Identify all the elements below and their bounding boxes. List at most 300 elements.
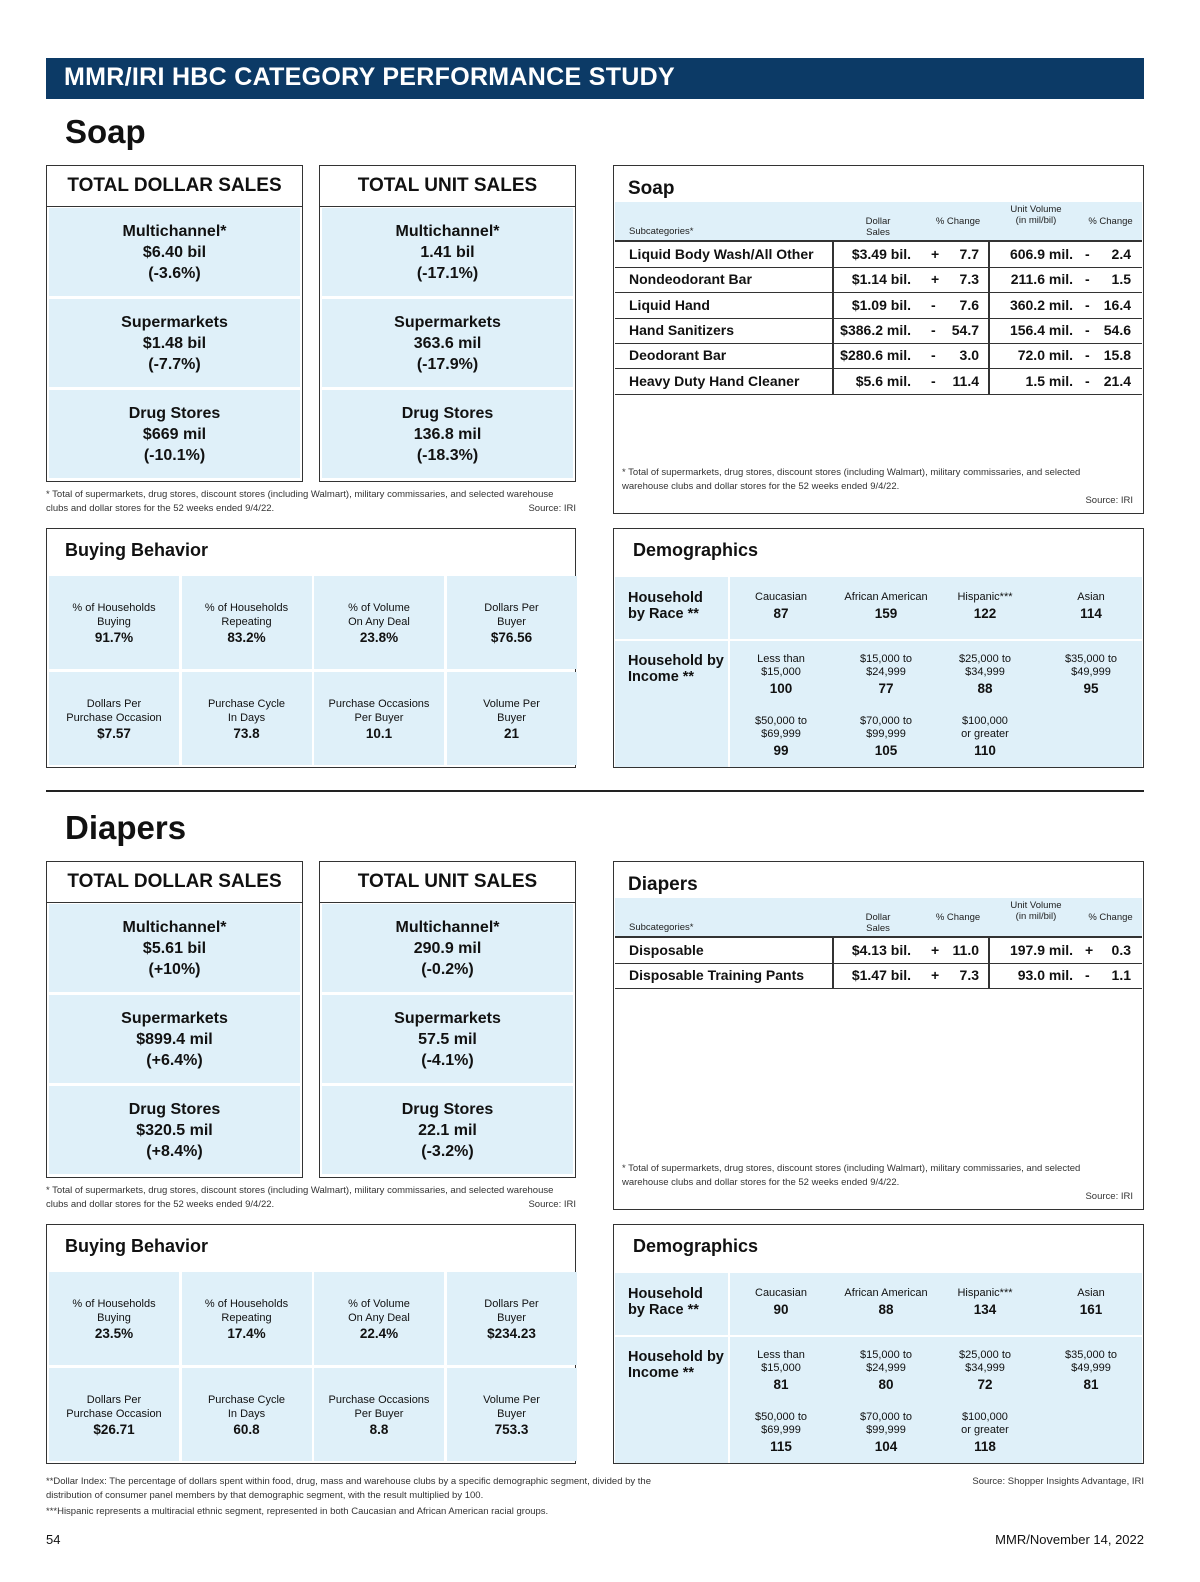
table-column-rule [988, 938, 990, 989]
sales-footnote: * Total of supermarkets, drug stores, discount stores (including Walmart), military commissaries, and selected warehouse clubs and dollar stores for the 52 weeks ended 9/4/22. [46, 489, 554, 514]
income-index-value: 80 [878, 1377, 894, 1392]
metric-label-line2: Buyer [497, 615, 526, 628]
channel-label: Multichannel* [395, 222, 500, 240]
metric-value: $26.71 [93, 1421, 135, 1437]
dollar-change-sign: + [931, 246, 940, 262]
metric-label-line2: Repeating [221, 615, 272, 628]
sales-footnote: * Total of supermarkets, drug stores, discount stores (including Walmart), military commissaries, and selected warehouse clubs and dollar stores for the 52 weeks ended 9/4/22. [46, 1185, 554, 1210]
metric-label-line1: % of Households [72, 601, 156, 614]
dollar-change: 3.0 [959, 347, 979, 364]
unit-change: 21.4 [1103, 372, 1131, 389]
total-dollar-sales-heading: TOTAL DOLLAR SALES [47, 166, 302, 207]
metric-label-line2: Per Buyer [354, 711, 404, 724]
income-bracket-line2: or greater [961, 728, 1009, 740]
unit-change: 2.4 [1111, 246, 1131, 262]
unit-change: 1.1 [1111, 967, 1131, 984]
sales-change: (-18.3%) [416, 446, 479, 464]
sales-value: $669 mil [142, 425, 207, 443]
unit-volume: 72.0 mil. [1017, 347, 1073, 364]
income-index-value: 88 [977, 681, 993, 696]
unit-change: 0.3 [1111, 942, 1131, 958]
metric-label-line1: Dollars Per [484, 1297, 539, 1310]
channel-label: Multichannel* [395, 918, 500, 936]
buying-behavior-title: Buying Behavior [65, 1236, 209, 1256]
income-index [944, 1411, 1026, 1453]
demographics-box [613, 528, 1144, 768]
income-index-value: 81 [1083, 1377, 1099, 1392]
income-bracket-line1: $70,000 to [860, 1411, 912, 1423]
income-bracket-line1: Less than [757, 653, 805, 665]
buying-behavior-box [46, 1224, 576, 1464]
income-bracket-line2: $24,999 [866, 1362, 906, 1374]
unit-change: 15.8 [1103, 347, 1131, 364]
income-index-value: 115 [770, 1439, 792, 1454]
income-index [740, 715, 822, 757]
header-unit-volume: Unit Volume (in mil/bil) [1010, 204, 1062, 226]
race-group: Asian [1077, 1287, 1105, 1299]
income-bracket-line1: $50,000 to [755, 1411, 807, 1423]
buying-behavior-metric [447, 1368, 577, 1461]
income-bracket-line1: $100,000 [962, 715, 1008, 727]
buying-behavior-metric [182, 1272, 312, 1365]
sales-change: (-3.2%) [421, 1142, 474, 1160]
buying-behavior-metric [314, 576, 444, 669]
metric-label-line1: % of Volume [348, 601, 410, 614]
dollar-change: 11.4 [952, 372, 979, 389]
buying-behavior-title: Buying Behavior [65, 540, 209, 560]
metric-label-line1: % of Households [204, 1297, 289, 1310]
income-label: Household by Income ** [628, 1349, 724, 1381]
metric-value: $234.23 [487, 1325, 536, 1341]
income-index [832, 715, 940, 757]
race-index [944, 591, 1026, 620]
subcategory-name: Nondeodorant Bar [629, 271, 752, 288]
income-bracket-line1: Less than [757, 1349, 805, 1361]
dollar-sales: $1.14 bil. [851, 271, 911, 288]
metric-value: 21 [503, 725, 520, 741]
dollar-sales: $386.2 mil. [840, 321, 911, 338]
metric-label-line1: Dollars Per [86, 1393, 142, 1406]
table-row [615, 318, 1142, 344]
channel-label: Multichannel* [122, 222, 227, 240]
table-row [615, 242, 1142, 268]
total-unit-sales-cell [322, 299, 573, 387]
income-bracket-line2: $34,999 [965, 666, 1005, 678]
metric-label-line2: Repeating [221, 1311, 272, 1324]
subcategory-table [613, 861, 1144, 1210]
metric-label-line2: Purchase Occasion [66, 1407, 162, 1420]
table-row [615, 267, 1142, 293]
income-index-value: 81 [773, 1377, 789, 1392]
sales-source: Source: IRI [528, 503, 576, 514]
income-index [944, 1349, 1026, 1391]
sales-change: (+6.4%) [146, 1051, 203, 1069]
metric-value: 60.8 [233, 1421, 260, 1437]
metric-label-line1: Purchase Occasions [328, 1393, 430, 1406]
channel-label: Drug Stores [401, 1100, 494, 1118]
unit-change-sign: - [1085, 321, 1090, 338]
sales-value: $320.5 mil [136, 1121, 213, 1139]
unit-change-sign: + [1085, 942, 1094, 958]
metric-value: 17.4% [227, 1325, 266, 1341]
total-unit-sales-cell [322, 1086, 573, 1174]
channel-label: Supermarkets [121, 313, 228, 331]
income-index-value: 99 [773, 743, 789, 758]
sales-change: (-10.1%) [143, 446, 206, 464]
total-unit-sales-box [319, 165, 576, 482]
dollar-change: 7.7 [959, 246, 979, 262]
demographics-box [613, 1224, 1144, 1464]
total-unit-sales-heading: TOTAL UNIT SALES [320, 166, 575, 207]
metric-value: 10.1 [365, 725, 393, 741]
subcategory-table-title: Soap [628, 178, 675, 199]
sales-value: 57.5 mil [418, 1030, 477, 1048]
income-index [944, 715, 1026, 757]
income-index-value: 95 [1083, 681, 1099, 696]
income-index [740, 1349, 822, 1391]
metric-label-line1: % of Households [204, 601, 289, 614]
metric-label-line1: Volume Per [483, 1393, 540, 1406]
income-index [832, 1349, 940, 1391]
race-index-value: 90 [773, 1302, 789, 1317]
income-index-value: 110 [974, 743, 996, 758]
dollar-change: 7.3 [959, 967, 979, 984]
income-index [740, 653, 822, 695]
income-bracket-line2: $69,999 [761, 728, 801, 740]
buying-behavior-metric [182, 1368, 312, 1461]
race-index-value: 87 [773, 606, 789, 621]
dollar-change-sign: - [931, 321, 936, 338]
header-pct-change-unit: % Change [1088, 912, 1133, 923]
table-footnote: * Total of supermarkets, drug stores, discount stores (including Walmart), military commissaries, and selected warehouse clubs and dollar stores for the 52 weeks ended 9/4/22. [622, 1163, 1081, 1188]
channel-label: Drug Stores [128, 1100, 221, 1118]
total-unit-sales-cell [322, 904, 573, 992]
sales-change: (+10%) [148, 960, 201, 978]
income-bracket-line2: $34,999 [965, 1362, 1005, 1374]
sales-change: (-3.6%) [148, 264, 201, 282]
table-column-rule [988, 242, 990, 394]
income-index-value: 104 [874, 1439, 898, 1454]
header-pct-change-dollar: % Change [935, 216, 981, 227]
income-bracket-line2: $99,999 [866, 728, 906, 740]
buying-behavior-metric [182, 576, 312, 669]
page-number: 54 [46, 1532, 61, 1547]
metric-label-line1: % of Households [72, 1297, 156, 1310]
income-index [740, 1411, 822, 1453]
income-index [944, 653, 1026, 695]
table-footnote: * Total of supermarkets, drug stores, discount stores (including Walmart), military commissaries, and selected warehouse clubs and dollar stores for the 52 weeks ended 9/4/22. [622, 467, 1081, 492]
race-group: African American [844, 1287, 928, 1299]
dollar-change-sign: - [931, 372, 936, 389]
dollar-sales: $5.6 mil. [855, 372, 911, 389]
income-bracket-line1: $35,000 to [1065, 1349, 1117, 1361]
income-bracket-line2: $24,999 [866, 666, 906, 678]
subcategory-table-title: Diapers [628, 874, 698, 895]
header-pct-change-unit: % Change [1088, 216, 1133, 227]
race-index [832, 1287, 940, 1316]
header-unit-volume: Unit Volume (in mil/bil) [1010, 900, 1062, 922]
income-bracket-line2: or greater [961, 1424, 1009, 1436]
income-bracket-line2: $15,000 [761, 1362, 801, 1374]
metric-value: 22.4% [359, 1325, 399, 1341]
dollar-sales: $280.6 mil. [840, 347, 911, 364]
race-group: Asian [1077, 591, 1105, 603]
demo-separator [728, 1273, 730, 1463]
race-label: Household by Race ** [628, 1286, 703, 1318]
unit-volume: 606.9 mil. [1009, 246, 1073, 262]
buying-behavior-metric [49, 576, 179, 669]
metric-label-line2: On Any Deal [348, 1311, 410, 1324]
buying-behavior-metric [314, 672, 444, 765]
unit-change-sign: - [1085, 372, 1090, 389]
race-group: Caucasian [755, 591, 807, 603]
buying-behavior-metric [447, 1272, 577, 1365]
income-bracket-line1: $15,000 to [860, 653, 912, 665]
channel-label: Multichannel* [122, 918, 227, 936]
sales-value: 363.6 mil [413, 334, 482, 352]
race-index [832, 591, 940, 620]
race-index-value: 122 [973, 606, 997, 621]
income-index-value: 105 [874, 743, 898, 758]
unit-change-sign: - [1085, 296, 1090, 313]
dollar-change: 54.7 [951, 321, 979, 338]
unit-change-sign: - [1085, 271, 1090, 288]
income-bracket-line2: $49,999 [1071, 1362, 1111, 1374]
table-row [615, 293, 1142, 319]
buying-behavior-metric [314, 1272, 444, 1365]
channel-label: Drug Stores [128, 404, 221, 422]
income-bracket-line2: $69,999 [761, 1424, 801, 1436]
subcategory-name: Disposable Training Pants [629, 967, 805, 984]
income-bracket-line1: $50,000 to [755, 715, 807, 727]
income-bracket-line1: $70,000 to [860, 715, 912, 727]
race-index [944, 1287, 1026, 1316]
dollar-change-sign: + [931, 271, 940, 288]
dollar-index-note: **Dollar Index: The percentage of dollars spent within food, drug, mass and warehouse clubs by a specific demographic segment, divided by the distribution of consumer panel members by that demographic segment, with the result multiplied by 100. [46, 1476, 652, 1501]
metric-value: $7.57 [97, 725, 131, 741]
channel-label: Supermarkets [394, 1009, 501, 1027]
dollar-change-sign: + [931, 967, 940, 984]
subcategory-table-header [615, 202, 1142, 240]
sales-value: $6.40 bil [142, 243, 207, 261]
dollar-change-sign: - [931, 347, 936, 364]
unit-volume: 211.6 mil. [1010, 271, 1073, 288]
metric-label-line1: % of Volume [348, 1297, 410, 1310]
metric-label-line1: Dollars Per [86, 697, 142, 710]
income-bracket-line2: $15,000 [761, 666, 801, 678]
income-index [832, 1411, 940, 1453]
sales-value: $899.4 mil [136, 1030, 213, 1048]
race-index [740, 591, 822, 620]
sales-value: 136.8 mil [413, 425, 482, 443]
race-index-value: 134 [973, 1302, 997, 1317]
race-index [1050, 1287, 1132, 1316]
subcategory-name: Hand Sanitizers [629, 321, 735, 338]
race-group: Hispanic*** [957, 591, 1013, 603]
income-index [1050, 653, 1132, 695]
demographics-title: Demographics [633, 540, 759, 560]
header-pct-change-dollar: % Change [935, 912, 981, 923]
dollar-sales: $3.49 bil. [851, 246, 911, 262]
unit-change-sign: - [1085, 347, 1090, 364]
total-unit-sales-heading: TOTAL UNIT SALES [320, 862, 575, 903]
race-index-value: 159 [874, 606, 898, 621]
sales-change: (-0.2%) [421, 960, 474, 978]
channel-label: Supermarkets [394, 313, 501, 331]
total-dollar-sales-cell [49, 1086, 300, 1174]
total-dollar-sales-cell [49, 299, 300, 387]
unit-volume: 93.0 mil. [1017, 967, 1073, 984]
unit-volume: 156.4 mil. [1009, 321, 1073, 338]
dollar-change-sign: + [931, 942, 940, 958]
metric-value: 73.8 [233, 725, 260, 741]
metric-label-line2: In Days [227, 1407, 266, 1420]
unit-change-sign: - [1085, 967, 1090, 984]
income-bracket-line2: $49,999 [1071, 666, 1111, 678]
income-index-value: 77 [878, 681, 894, 696]
table-row [615, 343, 1142, 369]
dollar-sales: $1.47 bil. [851, 967, 911, 984]
income-bracket-line1: $35,000 to [1065, 653, 1117, 665]
sales-value: 1.41 bil [420, 243, 475, 261]
total-dollar-sales-heading: TOTAL DOLLAR SALES [47, 862, 302, 903]
total-dollar-sales-box [46, 165, 303, 482]
sales-change: (-7.7%) [148, 355, 201, 373]
total-unit-sales-cell [322, 208, 573, 296]
metric-label-line2: Buyer [497, 711, 526, 724]
unit-change: 1.5 [1111, 271, 1131, 288]
unit-volume: 360.2 mil. [1009, 296, 1073, 313]
income-index [832, 653, 940, 695]
subcategory-table-header [615, 898, 1142, 936]
income-bracket-line1: $100,000 [962, 1411, 1008, 1423]
metric-value: 91.7% [94, 629, 134, 645]
race-group: Hispanic*** [957, 1287, 1013, 1299]
unit-volume: 1.5 mil. [1025, 372, 1073, 389]
race-index-value: 88 [878, 1302, 894, 1317]
banner-rule [46, 96, 1144, 99]
demo-separator [728, 577, 730, 767]
metric-label-line2: In Days [227, 711, 266, 724]
metric-label-line1: Purchase Cycle [207, 697, 286, 710]
section-title: Diapers [65, 809, 187, 846]
table-source: Source: IRI [1085, 495, 1133, 506]
buying-behavior-box [46, 528, 576, 768]
subcategory-name: Heavy Duty Hand Cleaner [629, 372, 800, 389]
dollar-change-sign: - [931, 296, 936, 313]
buying-behavior-metric [182, 672, 312, 765]
buying-behavior-metric [49, 1272, 179, 1365]
metric-label-line2: Buyer [497, 1407, 526, 1420]
sales-change: (-17.9%) [416, 355, 479, 373]
metric-label-line2: Buyer [497, 1311, 526, 1324]
sales-value: $5.61 bil [142, 939, 207, 957]
channel-label: Drug Stores [401, 404, 494, 422]
header-subcategories: Subcategories* [629, 922, 694, 933]
total-dollar-sales-cell [49, 904, 300, 992]
total-unit-sales-cell [322, 390, 573, 478]
subcategory-table [613, 165, 1144, 514]
income-label: Household by Income ** [628, 653, 724, 685]
metric-label-line2: On Any Deal [348, 615, 410, 628]
section-title: Soap [65, 113, 146, 150]
metric-label-line2: Buying [97, 1311, 131, 1324]
income-index-value: 100 [769, 681, 793, 696]
subcategory-name: Deodorant Bar [629, 347, 727, 364]
header-subcategories: Subcategories* [629, 226, 694, 237]
metric-value: $76.56 [490, 629, 533, 645]
table-source: Source: IRI [1085, 1191, 1133, 1202]
income-index-value: 72 [977, 1377, 993, 1392]
dollar-sales: $4.13 bil. [851, 942, 911, 958]
dollar-change: 11.0 [952, 942, 979, 958]
channel-label: Supermarkets [121, 1009, 228, 1027]
hispanic-note: ***Hispanic represents a multiracial ethnic segment, represented in both Caucasian and African American racial groups. [46, 1506, 549, 1517]
buying-behavior-metric [447, 576, 577, 669]
subcategory-name: Liquid Body Wash/All Other [629, 246, 814, 262]
income-bracket-line1: $25,000 to [959, 653, 1011, 665]
metric-value: 23.5% [94, 1325, 134, 1341]
banner-title: MMR/IRI HBC CATEGORY PERFORMANCE STUDY [46, 58, 1144, 96]
total-dollar-sales-box [46, 861, 303, 1178]
race-index [1050, 591, 1132, 620]
table-row [615, 938, 1142, 964]
unit-volume: 197.9 mil. [1009, 942, 1073, 958]
table-row [615, 963, 1142, 989]
metric-label-line1: Dollars Per [484, 601, 539, 614]
buying-behavior-metric [447, 672, 577, 765]
sales-value: 290.9 mil [413, 939, 482, 957]
sales-value: 22.1 mil [418, 1121, 477, 1139]
metric-label-line2: Buying [97, 615, 131, 628]
income-bracket-line1: $25,000 to [959, 1349, 1011, 1361]
race-label: Household by Race ** [628, 590, 703, 622]
header-dollar-sales: Dollar Sales [865, 912, 891, 934]
race-group: Caucasian [755, 1287, 807, 1299]
income-index-value: 118 [974, 1439, 996, 1454]
race-index-value: 114 [1080, 606, 1102, 621]
sales-value: $1.48 bil [142, 334, 207, 352]
race-index-value: 161 [1079, 1302, 1103, 1317]
total-dollar-sales-cell [49, 995, 300, 1083]
metric-label-line1: Purchase Occasions [328, 697, 430, 710]
table-column-rule [832, 242, 834, 394]
total-unit-sales-cell [322, 995, 573, 1083]
sales-change: (-4.1%) [421, 1051, 474, 1069]
metric-value: 83.2% [227, 629, 266, 645]
dollar-change: 7.3 [959, 271, 979, 288]
metric-value: 23.8% [359, 629, 399, 645]
dollar-sales: $1.09 bil. [851, 296, 911, 313]
subcategory-name: Disposable [629, 942, 704, 958]
dollar-change: 7.6 [959, 296, 979, 313]
buying-behavior-metric [314, 1368, 444, 1461]
unit-change-sign: - [1085, 246, 1090, 262]
header-dollar-sales: Dollar Sales [865, 216, 891, 238]
issue-date: MMR/November 14, 2022 [995, 1532, 1144, 1547]
unit-change: 54.6 [1103, 321, 1131, 338]
metric-value: 8.8 [369, 1421, 389, 1437]
metric-label-line2: Per Buyer [354, 1407, 404, 1420]
subcategory-name: Liquid Hand [629, 296, 710, 313]
total-dollar-sales-cell [49, 208, 300, 296]
sales-change: (+8.4%) [146, 1142, 203, 1160]
buying-behavior-metric [49, 1368, 179, 1461]
metric-label-line2: Purchase Occasion [66, 711, 162, 724]
total-unit-sales-box [319, 861, 576, 1178]
table-row [615, 369, 1142, 395]
sales-change: (-17.1%) [416, 264, 479, 282]
